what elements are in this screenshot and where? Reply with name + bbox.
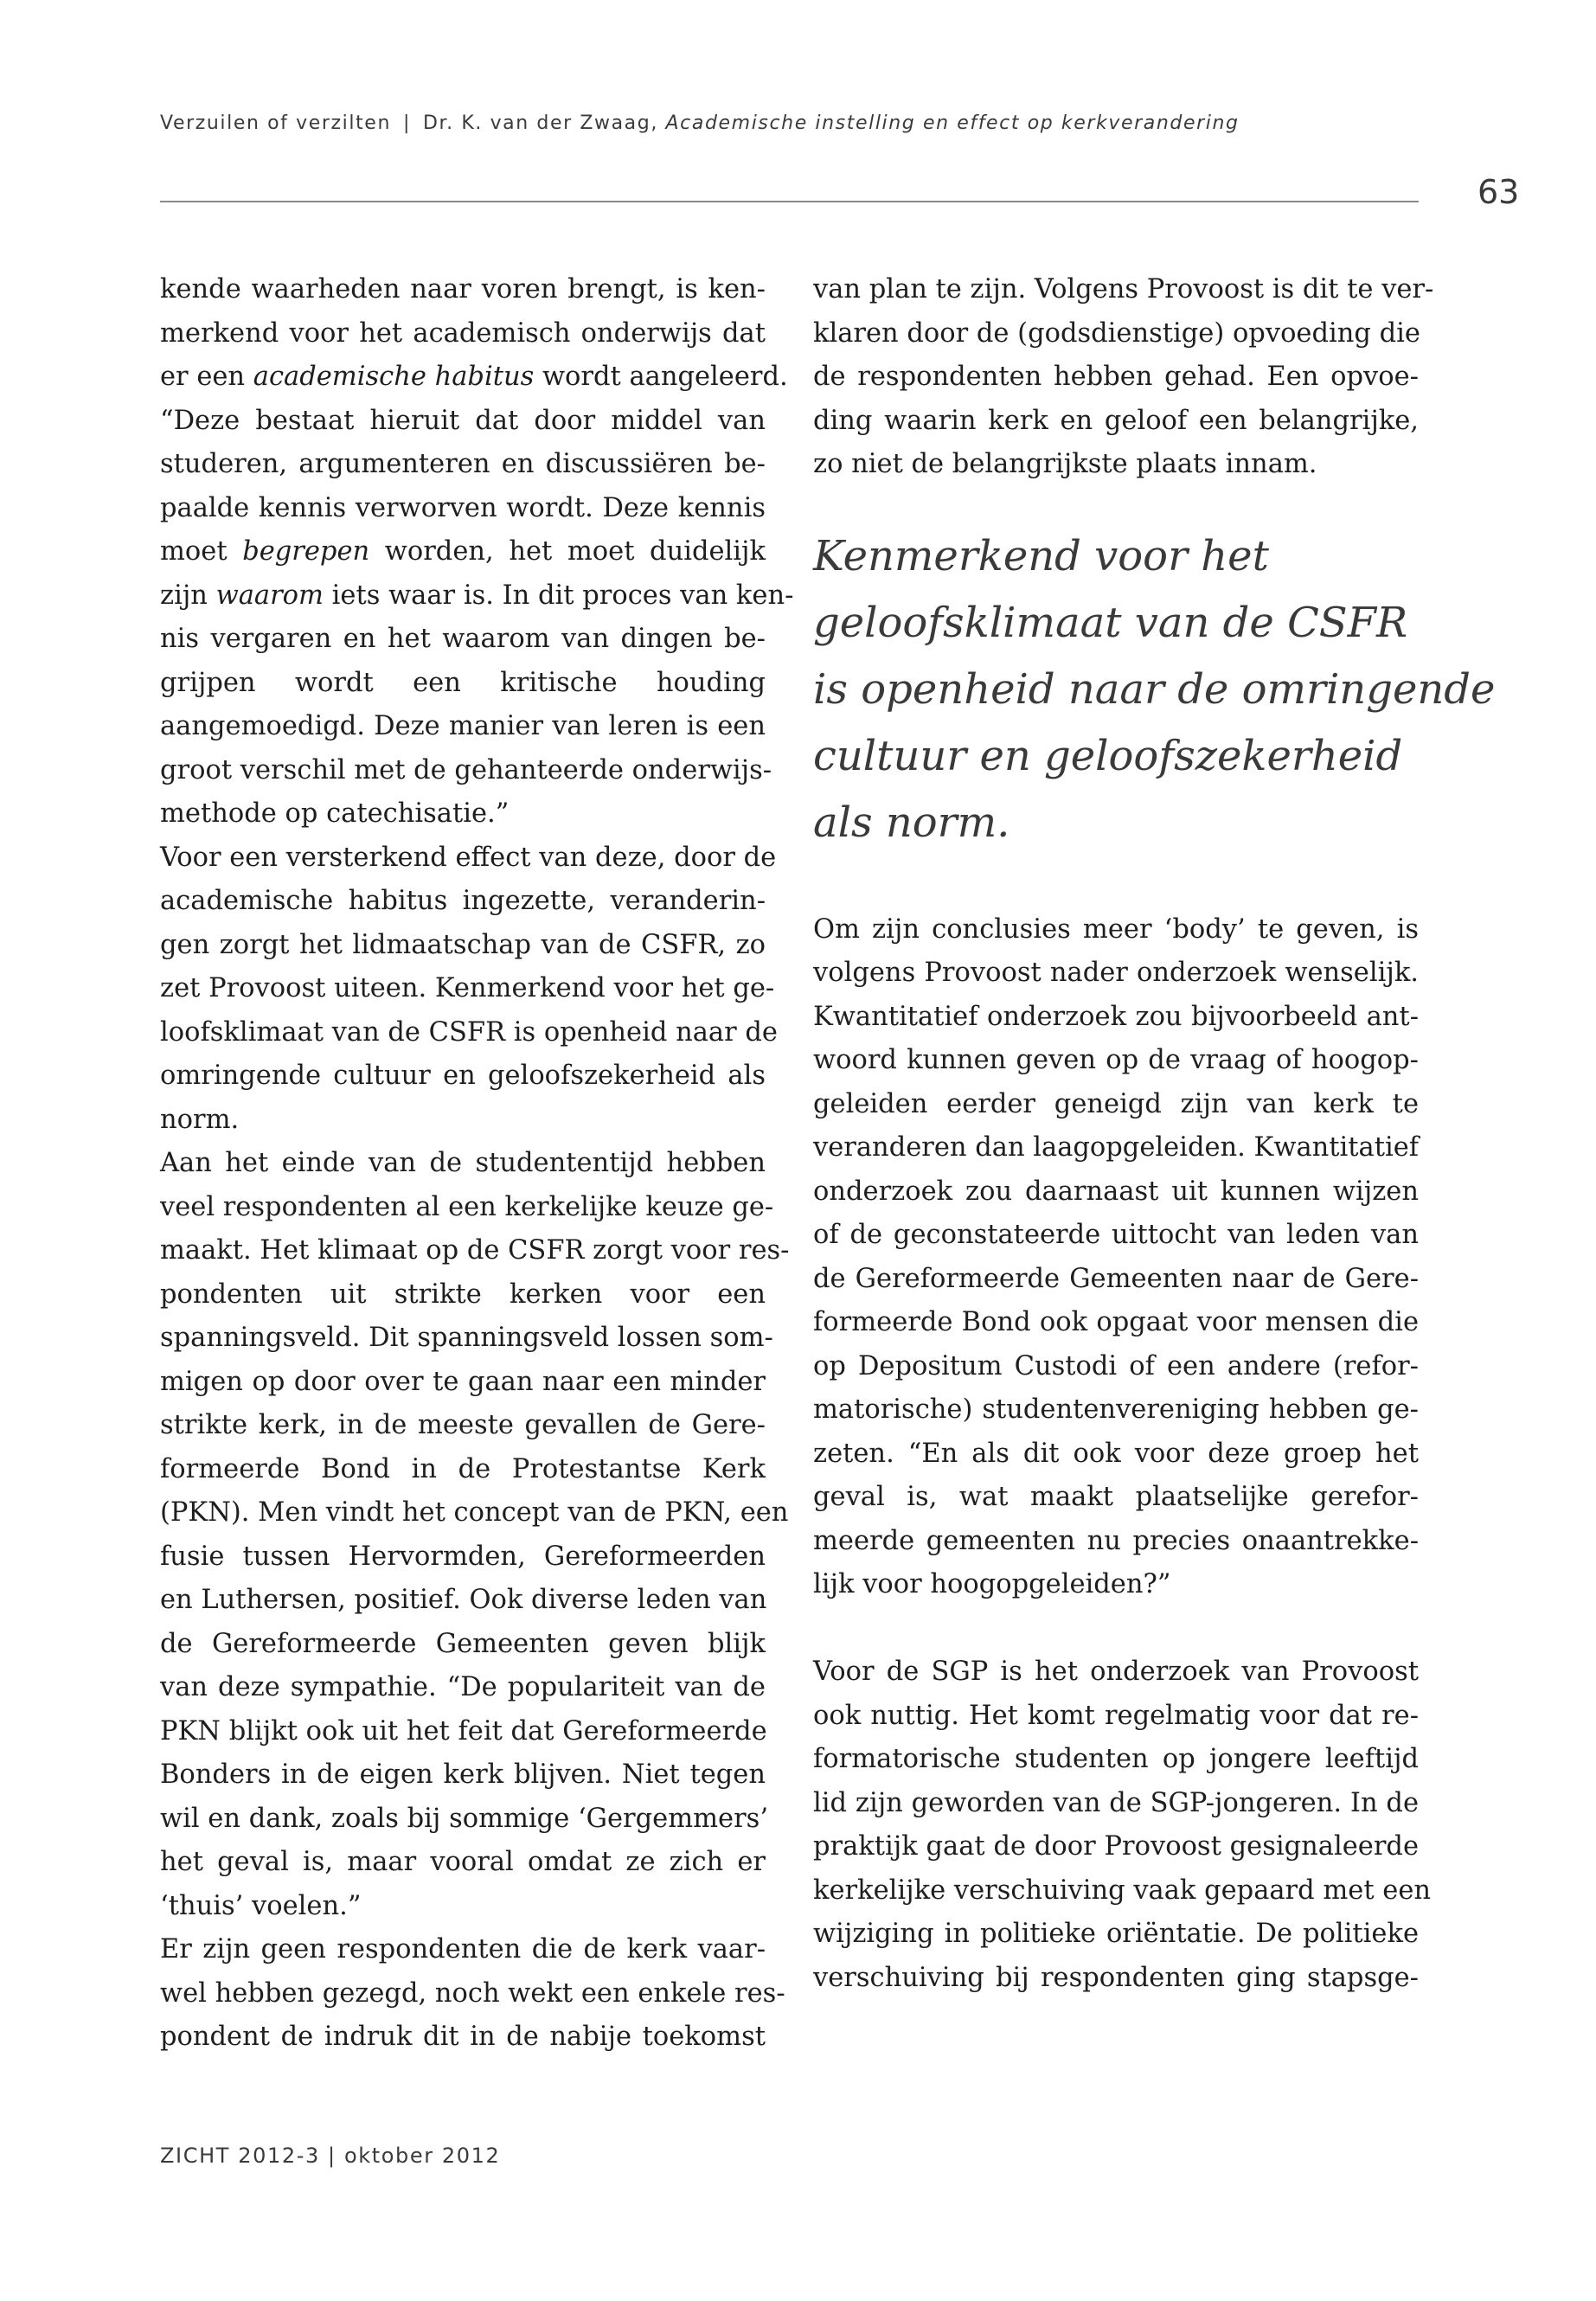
body-line: academische habitus ingezette, veranderin- bbox=[160, 886, 766, 916]
page-footer: ZICHT 2012-3 | oktober 2012 bbox=[160, 2144, 501, 2168]
body-line: zo niet de belangrijkste plaats innam. bbox=[813, 449, 1317, 479]
pull-quote-line: cultuur en geloofszekerheid bbox=[813, 731, 1403, 780]
body-line: of de geconstateerde uittocht van leden van bbox=[813, 1220, 1419, 1250]
body-line: formatorische studenten op jongere leeftijd bbox=[813, 1744, 1419, 1774]
body-line: formeerde Bond in de Protestantse Kerk bbox=[160, 1453, 766, 1484]
body-line: migen op door over te gaan naar een minder bbox=[160, 1366, 766, 1397]
body-line: geval is, wat maakt plaatselijke gerefor- bbox=[813, 1482, 1419, 1512]
pull-quote-line: als norm. bbox=[813, 798, 1010, 847]
body-line: en Luthersen, positief. Ook diverse leden van bbox=[160, 1585, 767, 1615]
body-line: maakt. Het klimaat op de CSFR zorgt voor res- bbox=[160, 1235, 790, 1266]
body-line: de Gereformeerde Gemeenten geven blijk bbox=[160, 1628, 766, 1659]
body-line: (PKN). Men vindt het concept van de PKN, een bbox=[160, 1497, 789, 1528]
body-line: Om zijn conclusies meer ‘body’ te geven, is bbox=[813, 913, 1419, 945]
body-line: klaren door de (godsdienstige) opvoeding die bbox=[813, 317, 1420, 349]
body-line: geleiden eerder geneigd zijn van kerk te bbox=[813, 1088, 1419, 1119]
paragraph-gap bbox=[813, 1607, 1419, 1651]
body-line: veranderen dan laagopgeleiden. Kwantitatief bbox=[813, 1132, 1420, 1163]
body-line: fusie tussen Hervormden, Gereformeerden bbox=[160, 1541, 766, 1572]
header-separator: | bbox=[402, 112, 411, 134]
pull-quote-line: geloofsklimaat van de CSFR bbox=[813, 598, 1408, 647]
body-line: praktijk gaat de door Provoost gesignaleerde bbox=[813, 1831, 1419, 1862]
body-line: methode op catechisatie.” bbox=[160, 798, 510, 829]
body-line: van deze sympathie. “De populariteit van de bbox=[160, 1672, 766, 1702]
body-line: veel respondenten al een kerkelijke keuze ge- bbox=[160, 1191, 774, 1222]
body-line: Voor een versterkend effect van deze, door de bbox=[160, 842, 777, 873]
body-line: ‘thuis’ voelen.” bbox=[160, 1890, 362, 1921]
body-line: loofsklimaat van de CSFR is openheid naar de bbox=[160, 1016, 778, 1048]
body-line: lijk voor hoogopgeleiden?” bbox=[813, 1569, 1171, 1599]
body-line: PKN blijkt ook uit het feit dat Gereformeerde bbox=[160, 1715, 767, 1747]
body-line: Kwantitatief onderzoek zou bijvoorbeeld ant- bbox=[813, 1001, 1419, 1032]
author-name: Dr. K. van der Zwaag, bbox=[423, 112, 658, 134]
body-line: zet Provoost uiteen. Kenmerkend voor het ge- bbox=[160, 973, 775, 1003]
body-line: formeerde Bond ook opgaat voor mensen die bbox=[813, 1307, 1419, 1337]
body-line: spanningsveld. Dit spanningsveld lossen som- bbox=[160, 1323, 773, 1353]
body-line: op Depositum Custodi of een andere (refor- bbox=[813, 1350, 1419, 1381]
body-line: verschuiving bij respondenten ging stapsge- bbox=[813, 1962, 1419, 1993]
body-line: pondenten uit strikte kerken voor een bbox=[160, 1279, 766, 1310]
body-line: matorische) studentenvereniging hebben ge- bbox=[813, 1394, 1419, 1425]
body-line: zijn waarom iets waar is. In dit proces van ken- bbox=[160, 580, 794, 611]
body-line: omringende cultuur en geloofszekerheid als bbox=[160, 1061, 766, 1091]
pull-quote bbox=[813, 523, 1496, 856]
body-line: gen zorgt het lidmaatschap van de CSFR, zo bbox=[160, 929, 766, 960]
body-line: woord kunnen geven op de vraag of hoogop- bbox=[813, 1045, 1419, 1075]
left-column bbox=[160, 268, 794, 2060]
body-line: het geval is, maar vooral omdat ze zich er bbox=[160, 1847, 766, 1877]
running-head bbox=[160, 112, 1240, 134]
body-line: paalde kennis verworven wordt. Deze kennis bbox=[160, 492, 766, 523]
page-number: 63 bbox=[1477, 173, 1520, 211]
body-line: wil en dank, zoals bij sommige ‘Gergemmers’ bbox=[160, 1803, 769, 1834]
body-line: norm. bbox=[160, 1104, 240, 1135]
body-line: Er zijn geen respondenten die de kerk vaar- bbox=[160, 1934, 766, 1965]
body-line: meerde gemeenten nu precies onaantrekke- bbox=[813, 1525, 1419, 1556]
header-rule bbox=[160, 201, 1419, 202]
emphasis: begrepen bbox=[242, 536, 370, 567]
right-column bbox=[813, 268, 1496, 2000]
body-line: ook nuttig. Het komt regelmatig voor dat re- bbox=[813, 1700, 1419, 1731]
body-line: de respondenten hebben gehad. Een opvoe- bbox=[813, 362, 1419, 392]
body-line: studeren, argumenteren en discussiëren be- bbox=[160, 449, 766, 479]
body-line: Voor de SGP is het onderzoek van Provoost bbox=[813, 1657, 1419, 1687]
body-line: nis vergaren en het waarom van dingen be- bbox=[160, 624, 766, 654]
body-line: van plan te zijn. Volgens Provoost is dit te ver- bbox=[813, 274, 1434, 304]
body-line: volgens Provoost nader onderzoek wenselijk. bbox=[813, 958, 1419, 988]
emphasis: waarom bbox=[215, 580, 324, 611]
body-line: grijpen wordt een kritische houding bbox=[160, 667, 766, 698]
body-line: “Deze bestaat hieruit dat door middel van bbox=[160, 405, 766, 436]
body-line: pondent de indruk dit in de nabije toekomst bbox=[160, 2022, 766, 2052]
body-line: moet begrepen worden, het moet duidelijk bbox=[160, 536, 766, 567]
body-line: onderzoek zou daarnaast uit kunnen wijzen bbox=[813, 1176, 1419, 1207]
body-line: groot verschil met de gehanteerde onderwijs- bbox=[160, 754, 772, 785]
pull-quote-line: is openheid naar de omringende bbox=[813, 664, 1496, 714]
body-line: aangemoedigd. Deze manier van leren is een bbox=[160, 711, 766, 741]
body-line: de Gereformeerde Gemeenten naar de Gere- bbox=[813, 1263, 1419, 1294]
body-line: Aan het einde van de studententijd hebben bbox=[160, 1148, 766, 1178]
body-line: wijziging in politieke oriëntatie. De politieke bbox=[813, 1919, 1419, 1949]
series-title: Verzuilen of verzilten bbox=[160, 112, 391, 134]
body-line: wel hebben gezegd, noch wekt een enkele res- bbox=[160, 1977, 785, 2009]
body-line: kende waarheden naar voren brengt, is ken- bbox=[160, 274, 766, 304]
body-line: Bonders in de eigen kerk blijven. Niet tegen bbox=[160, 1759, 766, 1790]
pull-quote-line: Kenmerkend voor het bbox=[813, 531, 1269, 580]
body-line: merkend voor het academisch onderwijs dat bbox=[160, 317, 766, 349]
article-title: Academische instelling en effect op kerkverandering bbox=[665, 112, 1240, 134]
body-line: er een academische habitus wordt aangeleerd. bbox=[160, 362, 788, 392]
body-line: ding waarin kerk en geloof een belangrijke, bbox=[813, 405, 1419, 436]
body-line: kerkelijke verschuiving vaak gepaard met een bbox=[813, 1875, 1432, 1906]
body-line: strikte kerk, in de meeste gevallen de Gere- bbox=[160, 1410, 766, 1440]
emphasis: academische habitus bbox=[253, 362, 535, 392]
body-line: lid zijn geworden van de SGP-jongeren. In de bbox=[813, 1787, 1419, 1818]
body-line: zeten. “En als dit ook voor deze groep het bbox=[813, 1438, 1419, 1469]
